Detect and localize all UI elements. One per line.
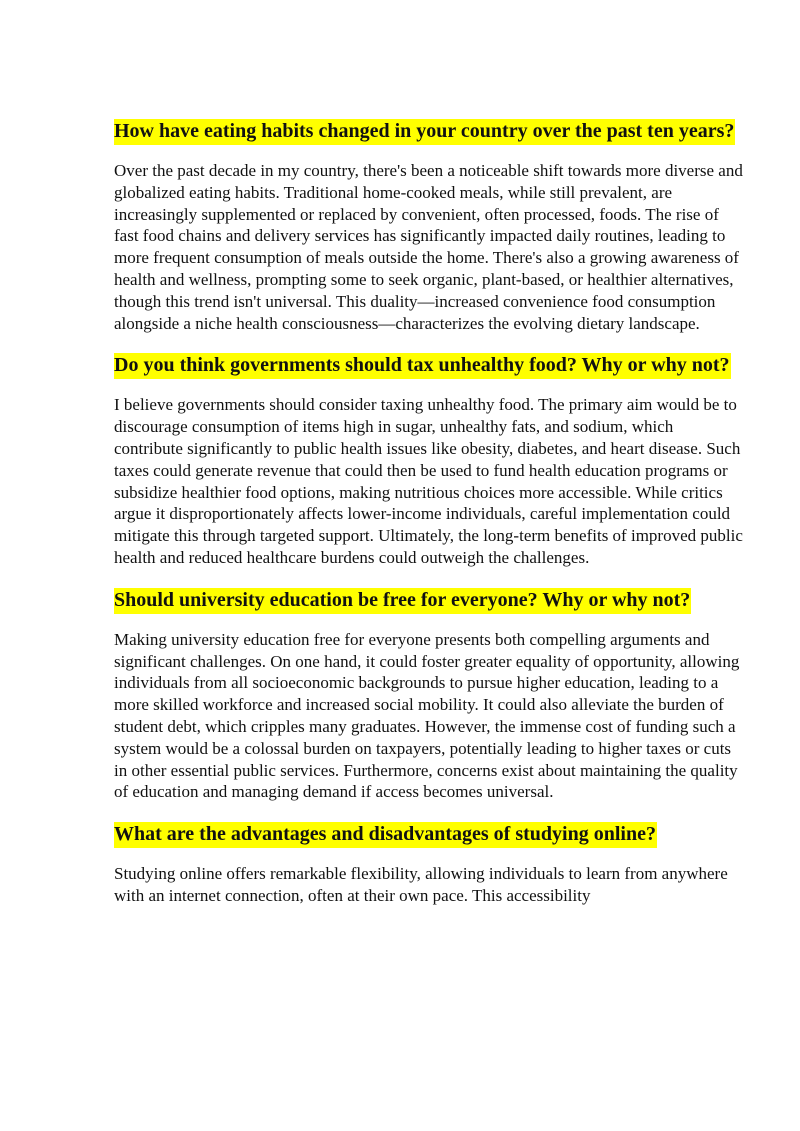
question-heading: [114, 352, 744, 378]
document-body: [114, 118, 744, 925]
question-text: Should university education be free for everyone? Why or why not?: [114, 588, 691, 614]
answer-paragraph: Studying online offers remarkable flexibility, allowing individuals to learn from anywhere with an internet connection, often at their own pace. This accessibility: [114, 864, 728, 905]
qa-section-2: [114, 352, 744, 568]
qa-section-4: [114, 821, 744, 907]
answer-paragraph: I believe governments should consider taxing unhealthy food. The primary aim would be to discourage consumption of items high in sugar, unhealthy fats, and sodium, which contribute significantly to public health issues like obesity, diabetes, and heart disease. Such taxes could generate revenue that could then be used to fund health education programs or subsidize healthier food options, making nutritious choices more accessible. While critics argue it disproportionately affects lower-income individuals, careful implementation could mitigate this through targeted support. Ultimately, the long-term benefits of improved public health and reduced healthcare burdens could outweigh the challenges.: [114, 395, 743, 567]
qa-section-1: [114, 118, 744, 334]
question-heading: [114, 118, 744, 144]
answer-paragraph: Over the past decade in my country, there's been a noticeable shift towards more diverse and globalized eating habits. Traditional home-cooked meals, while still prevalent, are increasingly supplemented or replaced by convenient, often processed, foods. The rise of fast food chains and delivery services has significantly impacted daily routines, leading to more frequent consumption of meals outside the home. There's also a growing awareness of health and wellness, prompting some to seek organic, plant-based, or healthier alternatives, though this trend isn't universal. This duality—increased convenience food consumption alongside a niche health consciousness—characterizes the evolving dietary landscape.: [114, 161, 743, 333]
question-text: How have eating habits changed in your country over the past ten years?: [114, 119, 735, 145]
question-text: What are the advantages and disadvantages of studying online?: [114, 822, 657, 848]
qa-section-3: [114, 587, 744, 803]
question-text: Do you think governments should tax unhealthy food? Why or why not?: [114, 353, 731, 379]
answer-paragraph: Making university education free for everyone presents both compelling arguments and significant challenges. On one hand, it could foster greater equality of opportunity, allowing individuals from all socioeconomic backgrounds to pursue higher education, leading to a more skilled workforce and increased social mobility. It could also alleviate the burden of student debt, which cripples many graduates. However, the immense cost of funding such a system would be a colossal burden on taxpayers, potentially leading to higher taxes or cuts in other essential public services. Furthermore, concerns exist about maintaining the quality of education and managing demand if access becomes universal.: [114, 629, 740, 802]
question-heading: [114, 587, 744, 613]
question-heading: [114, 821, 744, 847]
